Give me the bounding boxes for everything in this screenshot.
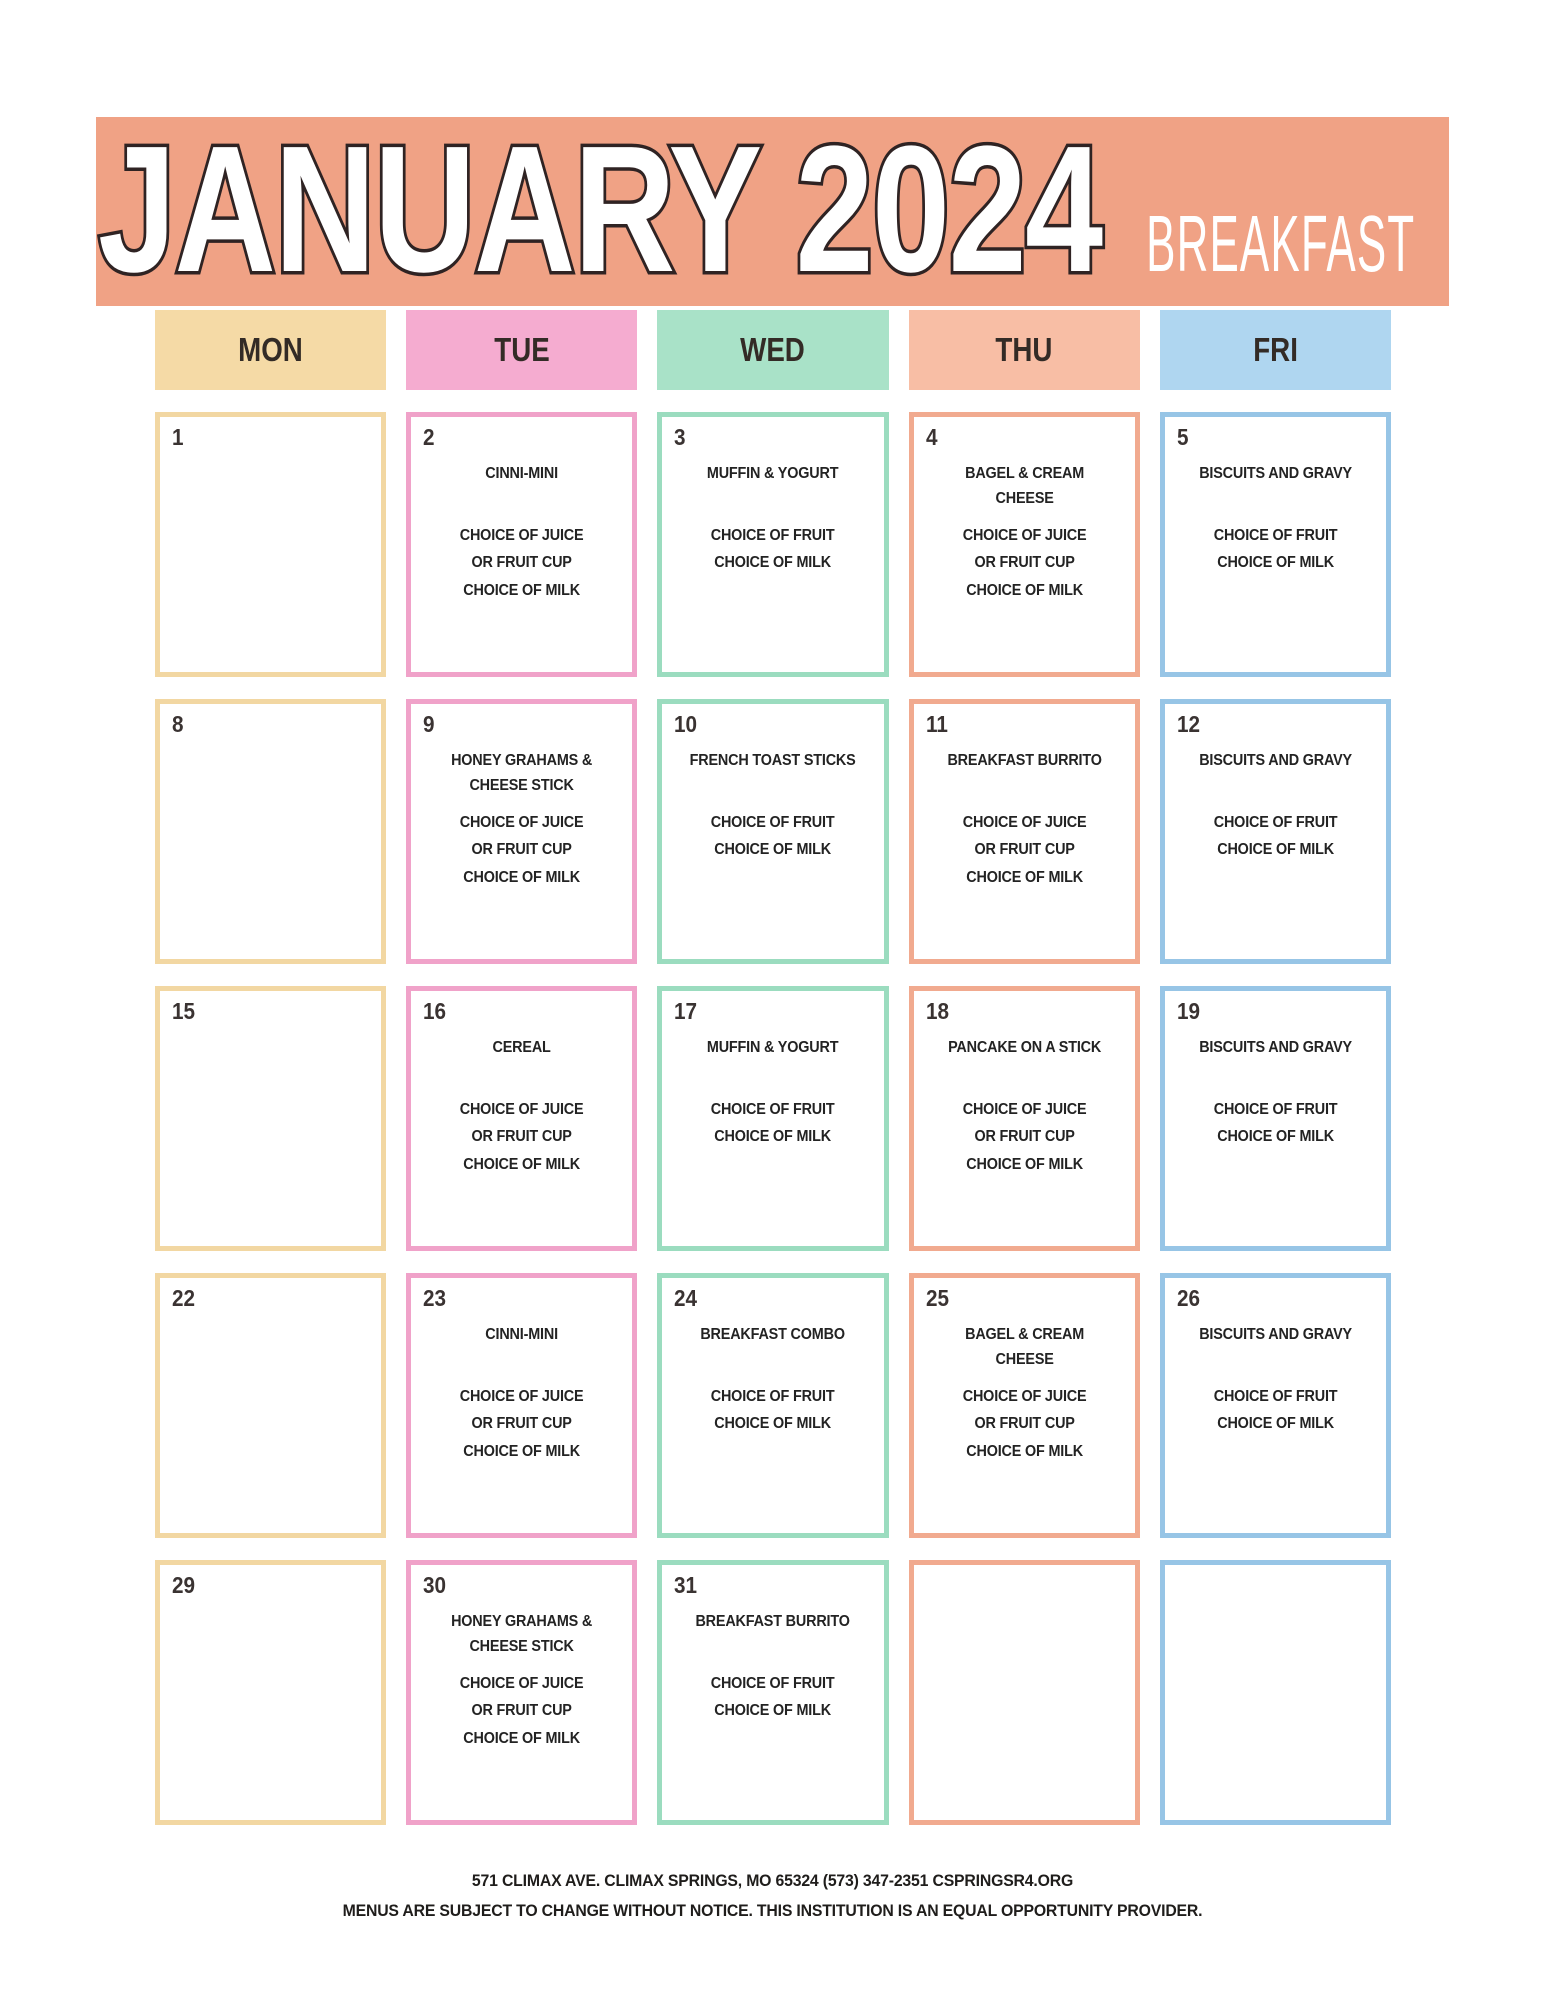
day-cell-12	[1160, 699, 1391, 964]
menu-choice-line: CHOICE OF MILK	[714, 1415, 832, 1433]
day-cell-15	[155, 986, 386, 1251]
menu-choices	[433, 809, 610, 891]
weekday-label: MON	[238, 331, 303, 368]
menu-choice-line: CHOICE OF JUICE	[962, 527, 1087, 545]
month-title: JANUARY 2024	[98, 109, 1102, 310]
menu-choices	[684, 522, 861, 576]
menu-choice-line: OR FRUIT CUP	[471, 1128, 572, 1146]
day-number: 4	[925, 424, 938, 450]
menu-choice-line: CHOICE OF MILK	[463, 1729, 581, 1747]
weekday-header-mon	[155, 310, 386, 390]
day-number: 1	[172, 424, 184, 450]
menu-item-title: CINNI-MINI	[485, 1326, 559, 1344]
day-cell-31	[657, 1560, 888, 1825]
menu-choice-line: OR FRUIT CUP	[471, 1415, 572, 1433]
day-cell-23	[406, 1273, 637, 1538]
menu-choice-line: OR FRUIT CUP	[471, 841, 572, 859]
day-number: 30	[423, 1572, 447, 1598]
day-cell-9	[406, 699, 637, 964]
day-number: 16	[423, 998, 447, 1024]
day-number: 19	[1176, 998, 1200, 1024]
menu-choice-line: CHOICE OF MILK	[1217, 1415, 1334, 1433]
weekday-label: THU	[995, 331, 1053, 368]
day-number: 9	[423, 711, 435, 737]
menu-item-title: BAGEL & CREAM CHEESE	[964, 1326, 1084, 1369]
day-cell-26	[1160, 1273, 1391, 1538]
day-number: 5	[1176, 424, 1189, 450]
menu-choice-line: CHOICE OF JUICE	[459, 527, 584, 545]
day-number: 25	[925, 1285, 949, 1311]
menu-choice-line: CHOICE OF MILK	[463, 868, 581, 886]
day-cell-29	[155, 1560, 386, 1825]
menu-choice-line: CHOICE OF MILK	[463, 581, 581, 599]
day-cell-22	[155, 1273, 386, 1538]
menu-choices	[433, 1383, 610, 1465]
day-number: 3	[674, 424, 686, 450]
day-number: 2	[423, 424, 435, 450]
menu-choice-line: CHOICE OF FRUIT	[1213, 1101, 1338, 1119]
menu-choice-line: OR FRUIT CUP	[974, 1128, 1075, 1146]
day-number: 29	[172, 1572, 196, 1598]
menu-choice-line: CHOICE OF MILK	[1217, 554, 1334, 572]
menu-choice-line: CHOICE OF JUICE	[962, 1388, 1087, 1406]
menu-item-title: FRENCH TOAST STICKS	[690, 752, 856, 770]
menu-choice-line: CHOICE OF MILK	[965, 581, 1083, 599]
menu-choice-line: CHOICE OF MILK	[1217, 841, 1334, 859]
menu-choices	[935, 522, 1112, 604]
menu-item-title: BREAKFAST BURRITO	[947, 752, 1102, 770]
menu-choice-line: OR FRUIT CUP	[974, 1415, 1075, 1433]
menu-choice-line: CHOICE OF MILK	[714, 554, 832, 572]
day-number: 22	[172, 1285, 196, 1311]
menu-item-title: BISCUITS AND GRAVY	[1199, 1326, 1352, 1344]
menu-choice-line: CHOICE OF MILK	[714, 1128, 832, 1146]
weekday-label: TUE	[494, 331, 550, 368]
day-number: 23	[423, 1285, 447, 1311]
menu-choices	[684, 1670, 861, 1724]
weekday-header-fri	[1160, 310, 1391, 390]
menu-choice-line: CHOICE OF JUICE	[962, 1101, 1087, 1119]
day-cell-1	[155, 412, 386, 677]
day-cell-8	[155, 699, 386, 964]
menu-choices	[684, 809, 861, 863]
menu-choice-line: CHOICE OF JUICE	[459, 1101, 584, 1119]
empty-day-cell	[1160, 1560, 1391, 1825]
weekday-header-thu	[909, 310, 1140, 390]
menu-choice-line: CHOICE OF FRUIT	[711, 1388, 835, 1406]
menu-choices	[684, 1383, 861, 1437]
weekday-label: FRI	[1253, 331, 1298, 368]
header-banner	[96, 109, 1449, 310]
menu-choice-line: CHOICE OF MILK	[965, 1442, 1083, 1460]
menu-item-title: MUFFIN & YOGURT	[707, 1039, 839, 1057]
day-number: 12	[1176, 711, 1200, 737]
menu-choices	[935, 809, 1112, 891]
menu-item-title: MUFFIN & YOGURT	[707, 465, 839, 483]
menu-choices	[935, 1096, 1112, 1178]
menu-item-title: BREAKFAST COMBO	[700, 1326, 846, 1344]
day-cell-2	[406, 412, 637, 677]
menu-item-title: HONEY GRAHAMS & CHEESE STICK	[451, 1613, 593, 1656]
menu-item-title: BAGEL & CREAM CHEESE	[964, 465, 1084, 508]
empty-day-cell	[909, 1560, 1140, 1825]
menu-choices	[1187, 1383, 1364, 1437]
menu-choice-line: CHOICE OF MILK	[965, 868, 1083, 886]
day-cell-18	[909, 986, 1140, 1251]
weekday-header-tue	[406, 310, 637, 390]
menu-item-title: CEREAL	[492, 1039, 551, 1057]
day-number: 17	[674, 998, 698, 1024]
day-number: 24	[674, 1285, 698, 1311]
menu-item-title: HONEY GRAHAMS & CHEESE STICK	[451, 752, 593, 795]
day-cell-17	[657, 986, 888, 1251]
menu-choices	[433, 1670, 610, 1752]
menu-choice-line: CHOICE OF FRUIT	[711, 1101, 835, 1119]
menu-choices	[433, 522, 610, 604]
menu-choice-line: CHOICE OF MILK	[1217, 1128, 1334, 1146]
day-cell-10	[657, 699, 888, 964]
footer-notice: MENUS ARE SUBJECT TO CHANGE WITHOUT NOTICE. THIS INSTITUTION IS AN EQUAL OPPORTUNITY PROVIDER.	[342, 1900, 1203, 1920]
menu-choice-line: OR FRUIT CUP	[471, 1702, 572, 1720]
menu-choices	[684, 1096, 861, 1150]
day-cell-19	[1160, 986, 1391, 1251]
menu-choice-line: CHOICE OF FRUIT	[1213, 814, 1338, 832]
menu-choice-line: CHOICE OF JUICE	[459, 1388, 584, 1406]
menu-choice-line: CHOICE OF FRUIT	[1213, 1388, 1338, 1406]
day-cell-11	[909, 699, 1140, 964]
menu-choice-line: CHOICE OF JUICE	[459, 1675, 584, 1693]
menu-choices	[433, 1096, 610, 1178]
day-cell-30	[406, 1560, 637, 1825]
menu-item-title: BREAKFAST BURRITO	[695, 1613, 851, 1631]
menu-item-title: CINNI-MINI	[485, 465, 559, 483]
menu-item-title: PANCAKE ON A STICK	[947, 1039, 1101, 1057]
meal-label: BREAKFAST	[1145, 199, 1415, 288]
weekday-label: WED	[740, 331, 806, 368]
day-number: 26	[1176, 1285, 1200, 1311]
day-cell-25	[909, 1273, 1140, 1538]
menu-choice-line: CHOICE OF MILK	[714, 841, 832, 859]
footer-address: 571 CLIMAX AVE. CLIMAX SPRINGS, MO 65324 (573) 347-2351 CSPRINGSR4.ORG	[471, 1871, 1074, 1890]
calendar-grid	[155, 310, 1391, 1825]
day-number: 18	[925, 998, 949, 1024]
menu-choice-line: CHOICE OF JUICE	[962, 814, 1087, 832]
menu-choice-line: CHOICE OF MILK	[463, 1442, 581, 1460]
day-number: 8	[172, 711, 184, 737]
day-cell-3	[657, 412, 888, 677]
day-number: 31	[674, 1572, 698, 1598]
day-number: 10	[674, 711, 698, 737]
weekday-header-wed	[657, 310, 888, 390]
menu-choice-line: CHOICE OF FRUIT	[1213, 527, 1338, 545]
day-number: 11	[925, 711, 948, 737]
menu-choice-line: CHOICE OF JUICE	[459, 814, 584, 832]
day-cell-4	[909, 412, 1140, 677]
menu-choice-line: CHOICE OF FRUIT	[711, 1675, 835, 1693]
menu-choices	[935, 1383, 1112, 1465]
day-number: 15	[172, 998, 196, 1024]
menu-choice-line: OR FRUIT CUP	[471, 554, 572, 572]
menu-choice-line: CHOICE OF FRUIT	[711, 527, 835, 545]
menu-choices	[1187, 1096, 1364, 1150]
menu-choices	[1187, 809, 1364, 863]
menu-item-title: BISCUITS AND GRAVY	[1199, 1039, 1352, 1057]
menu-choice-line: CHOICE OF MILK	[463, 1155, 581, 1173]
day-cell-5	[1160, 412, 1391, 677]
menu-choices	[1187, 522, 1364, 576]
footer	[54, 1866, 1491, 1926]
day-cell-24	[657, 1273, 888, 1538]
menu-choice-line: OR FRUIT CUP	[974, 554, 1075, 572]
menu-item-title: BISCUITS AND GRAVY	[1199, 465, 1352, 483]
day-cell-16	[406, 986, 637, 1251]
menu-choice-line: CHOICE OF FRUIT	[711, 814, 835, 832]
menu-choice-line: OR FRUIT CUP	[974, 841, 1075, 859]
menu-choice-line: CHOICE OF MILK	[714, 1702, 832, 1720]
menu-item-title: BISCUITS AND GRAVY	[1199, 752, 1352, 770]
menu-choice-line: CHOICE OF MILK	[965, 1155, 1083, 1173]
